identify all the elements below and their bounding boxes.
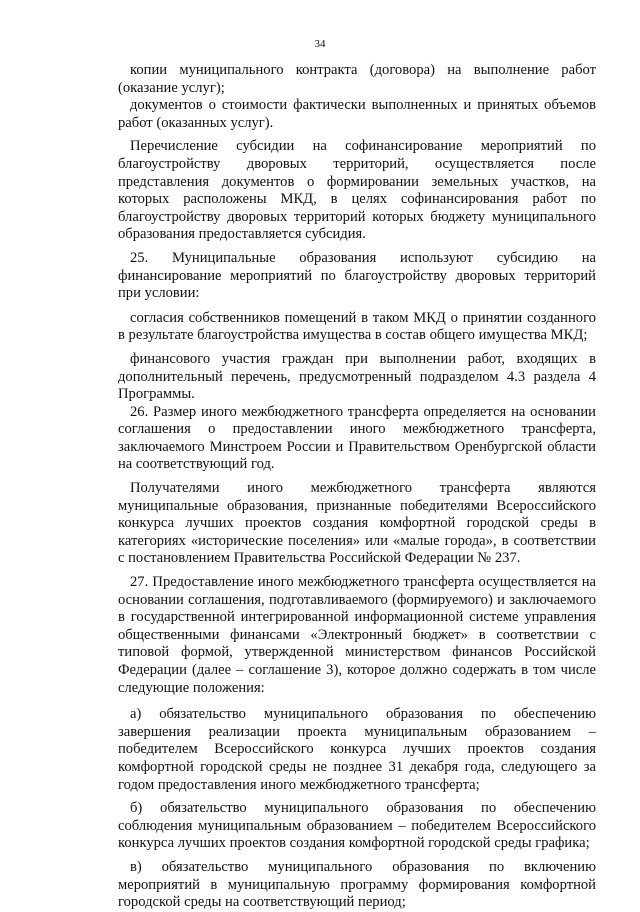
paragraph-contract-copies: копии муниципального контракта (договора) на выполнение работ (оказание услуг); [118,62,596,96]
paragraph-recipients: Получателями иного межбюджетного трансферта являются муниципальные образования, признанные победителями Всероссийского конкурса лучших проектов создания комфортной городской среды в категориях «исторические поселения» или «малые города», в соответствии с постановлением Правительства Российской Федерации № 237. [118,480,596,567]
paragraph-item-25: 25. Муниципальные образования используют субсидию на финансирование мероприятий по благоустройству дворовых территорий при условии: [118,249,596,302]
paragraph-cost-documents: документов о стоимости фактически выполненных и принятых объемов работ (оказанных услуг). [118,97,596,131]
paragraph-item-27-v: в) обязательство муниципального образования по включению мероприятий в муниципальную программу формирования комфортной городской среды на соответствующий период; [118,858,596,911]
paragraph-financial-participation: финансового участия граждан при выполнении работ, входящих в дополнительный перечень, предусмотренный подразделом 4.3 раздела 4 Программы. [118,350,596,403]
paragraph-subsidy-transfer: Перечисление субсидии на софинансирование мероприятий по благоустройству дворовых территорий, осуществляется после представления документов о формировании земельных участков, на которых расположены МКД, в целях софинансирования работ по благоустройству дворовых территорий которых бюджету муниципального образования предоставляется субсидия. [118,138,596,243]
paragraph-item-26: 26. Размер иного межбюджетного трансферта определяется на основании соглашения о предоставлении иного межбюджетного трансферта, заключаемого Минстроем России и Правительством Оренбургской области на соответствующий год. [118,403,596,473]
document-body [118,62,596,912]
paragraph-item-27-b: б) обязательство муниципального образования по обеспечению соблюдения муниципальным образованием – победителем Всероссийского конкурса лучших проектов создания комфортной городской среды графика; [118,800,596,852]
paragraph-item-27-a: а) обязательство муниципального образования по обеспечению завершения реализации проекта муниципальным образованием – победителем Всероссийского конкурса лучших проектов создания комфортной городской среды не позднее 31 декабря года, следующего за годом предоставления иного межбюджетного трансферта; [118,706,596,793]
paragraph-owners-consent: согласия собственников помещений в таком МКД о принятии созданного в результате благоустройства имущества в состав общего имущества МКД; [118,309,596,344]
page-number: 34 [314,38,326,50]
paragraph-item-27: 27. Предоставление иного межбюджетного трансферта осуществляется на основании соглашения, подготавливаемого (формируемого) и заключаемого в государственной интегрированной информационной системе управления общественными финансами «Электронный бюджет» в соответствии с типовой формой, утвержденной министерством финансов Российской Федерации (далее – соглашение 3), которое должно содержать в том числе следующие положения: [118,574,596,696]
